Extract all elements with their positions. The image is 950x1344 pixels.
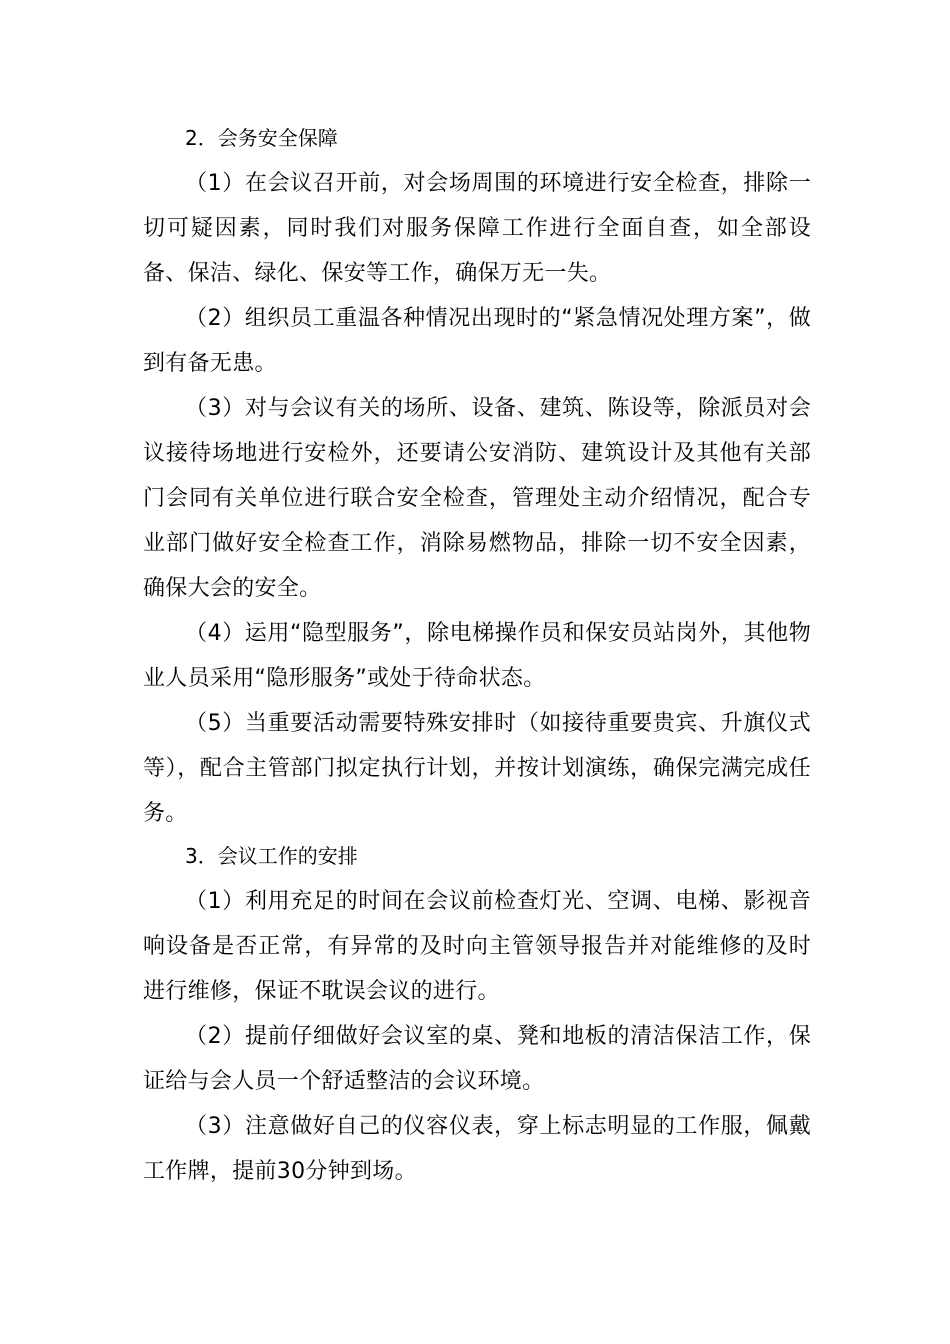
section-heading-arrangement: 3．会议工作的安排 (185, 844, 358, 868)
section-heading-security: 2．会务安全保障 (185, 126, 338, 150)
paragraph-arrangement-3: （3）注意做好自己的仪容仪表，穿上标志明显的工作服，佩戴工作牌，提前30分钟到场。 (143, 1114, 811, 1184)
paragraph-arrangement-2: （2）提前仔细做好会议室的桌、凳和地板的清洁保洁工作，保证给与会人员一个舒适整洁的会议环境。 (143, 1024, 811, 1094)
document-body (143, 118, 811, 1194)
paragraph-security-3: （3）对与会议有关的场所、设备、建筑、陈设等，除派员对会议接待场地进行安检外，还要请公安消防、建筑设计及其他有关部门会同有关单位进行联合安全检查，管理处主动介绍情况，配合专业部门做好安全检查工作，消除易燃物品，排除一切不安全因素，确保大会的安全。 (143, 396, 811, 601)
paragraph-security-5: （5）当重要活动需要特殊安排时（如接待重要贵宾、升旗仪式等），配合主管部门拟定执行计划，并按计划演练，确保完满完成任务。 (143, 711, 811, 826)
paragraph-security-4: （4）运用“隐型服务”，除电梯操作员和保安员站岗外，其他物业人员采用“隐形服务”或处于待命状态。 (143, 621, 811, 691)
paragraph-arrangement-1: （1）利用充足的时间在会议前检查灯光、空调、电梯、影视音响设备是否正常，有异常的及时向主管领导报告并对能维修的及时进行维修，保证不耽误会议的进行。 (143, 889, 811, 1004)
paragraph-security-2: （2）组织员工重温各种情况出现时的“紧急情况处理方案”，做到有备无患。 (143, 306, 811, 376)
paragraph-security-1: （1）在会议召开前，对会场周围的环境进行安全检查，排除一切可疑因素，同时我们对服务保障工作进行全面自查，如全部设备、保洁、绿化、保安等工作，确保万无一失。 (143, 171, 811, 286)
